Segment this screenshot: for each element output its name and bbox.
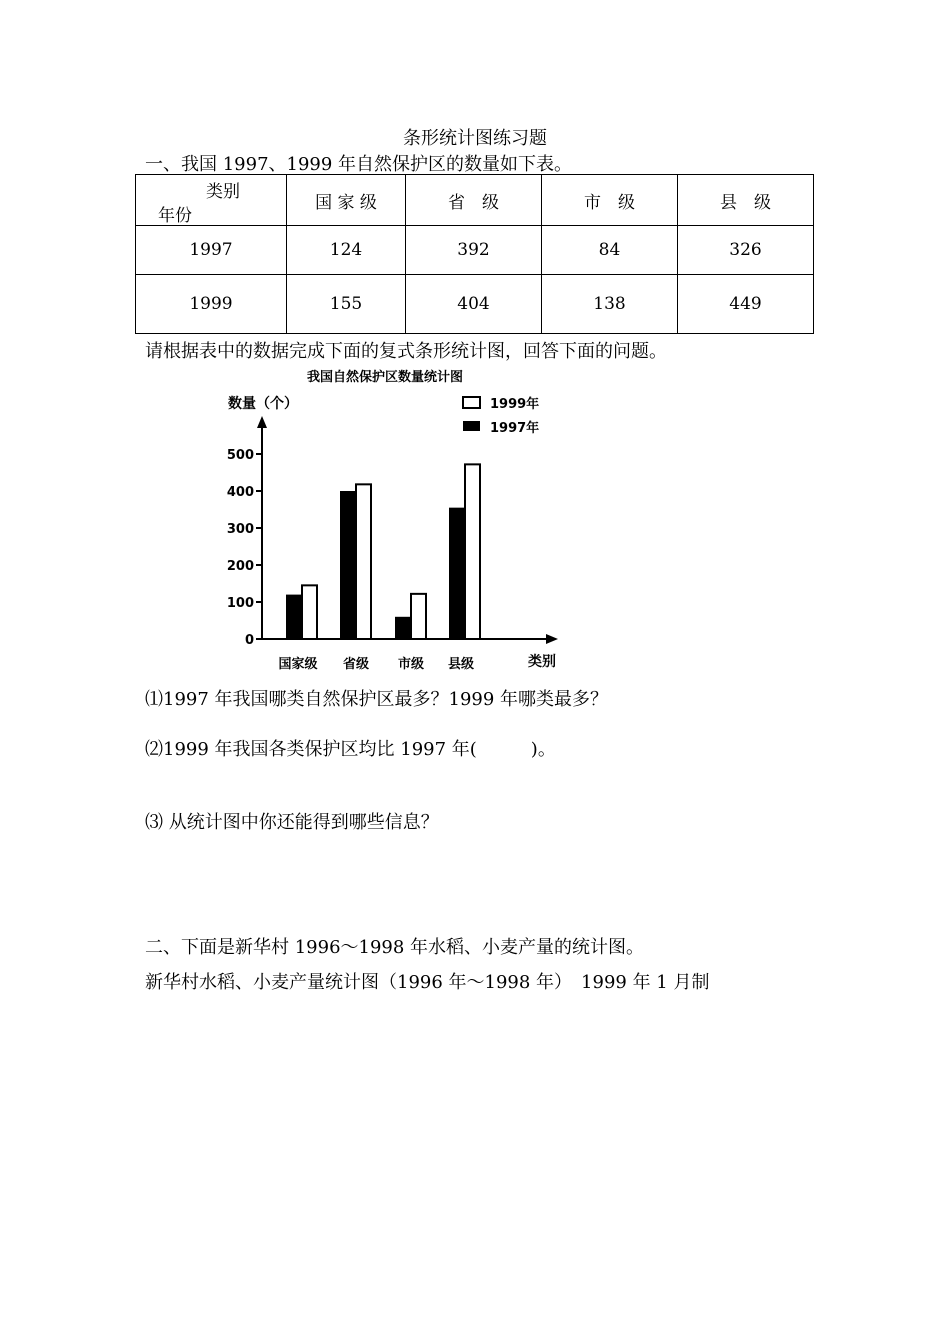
legend-label-1999: 1999年 <box>490 397 540 412</box>
y-axis-arrow <box>257 416 267 428</box>
bar-1999 <box>356 484 371 639</box>
legend-swatch-1997 <box>463 421 480 431</box>
table-cell: 155 <box>287 275 406 334</box>
bar-1997 <box>286 595 301 639</box>
table-cell: 392 <box>406 226 542 275</box>
x-tick-label: 国家级 <box>278 657 318 672</box>
table-cell: 124 <box>287 226 406 275</box>
row-year: 1997 <box>136 226 287 275</box>
x-axis-arrow <box>546 634 558 644</box>
section1-heading: 一、我国 1997、1999 年自然保护区的数量如下表。 <box>145 154 573 175</box>
x-tick-label: 市级 <box>397 657 425 672</box>
bar-1999 <box>411 594 426 639</box>
legend-swatch-1999 <box>463 397 480 408</box>
legend-label-1997: 1997年 <box>490 421 540 436</box>
section2-heading: 二、下面是新华村 1996～1998 年水稻、小麦产量的统计图。 <box>145 937 645 958</box>
row-year: 1999 <box>136 275 287 334</box>
section2-subtitle: 新华村水稻、小麦产量统计图（1996 年～1998 年） 1999 年 1 月制 <box>145 972 710 993</box>
column-header: 国 家 级 <box>287 175 406 226</box>
corner-year-label: 年份 <box>158 206 192 226</box>
column-header: 县 级 <box>678 175 814 226</box>
table-cell: 138 <box>542 275 678 334</box>
corner-category-label: 类别 <box>206 182 240 202</box>
x-tick-label: 县级 <box>447 657 475 672</box>
table-cell: 84 <box>542 226 678 275</box>
bar-1999 <box>302 585 317 639</box>
y-tick-label: 400 <box>226 485 254 500</box>
bar-1997 <box>395 617 410 639</box>
page-title: 条形统计图练习题 <box>403 128 547 149</box>
x-tick-label: 省级 <box>342 657 370 672</box>
y-tick-label: 300 <box>226 522 254 537</box>
table-cell: 326 <box>678 226 814 275</box>
chart-title: 我国自然保护区数量统计图 <box>306 370 464 385</box>
bar-1999 <box>465 464 480 639</box>
bar-1997 <box>340 491 355 639</box>
table-cell: 404 <box>406 275 542 334</box>
y-tick-label: 200 <box>226 559 254 574</box>
y-axis-label: 数量（个） <box>228 396 298 412</box>
question-2: ⑵1999 年我国各类保护区均比 1997 年( )。 <box>145 739 556 760</box>
y-tick-label: 100 <box>226 596 254 611</box>
x-axis-label: 类别 <box>528 654 556 670</box>
question-3: ⑶ 从统计图中你还能得到哪些信息？ <box>145 812 439 833</box>
table-cell: 449 <box>678 275 814 334</box>
y-tick-label: 0 <box>244 633 254 648</box>
column-header: 市 级 <box>542 175 678 226</box>
column-header: 省 级 <box>406 175 542 226</box>
y-tick-label: 500 <box>226 448 254 463</box>
bar-1997 <box>449 508 464 639</box>
question-1: ⑴1997 年我国哪类自然保护区最多？1999 年哪类最多？ <box>145 689 609 710</box>
instruction-text: 请根据表中的数据完成下面的复式条形统计图，回答下面的问题。 <box>145 341 667 362</box>
